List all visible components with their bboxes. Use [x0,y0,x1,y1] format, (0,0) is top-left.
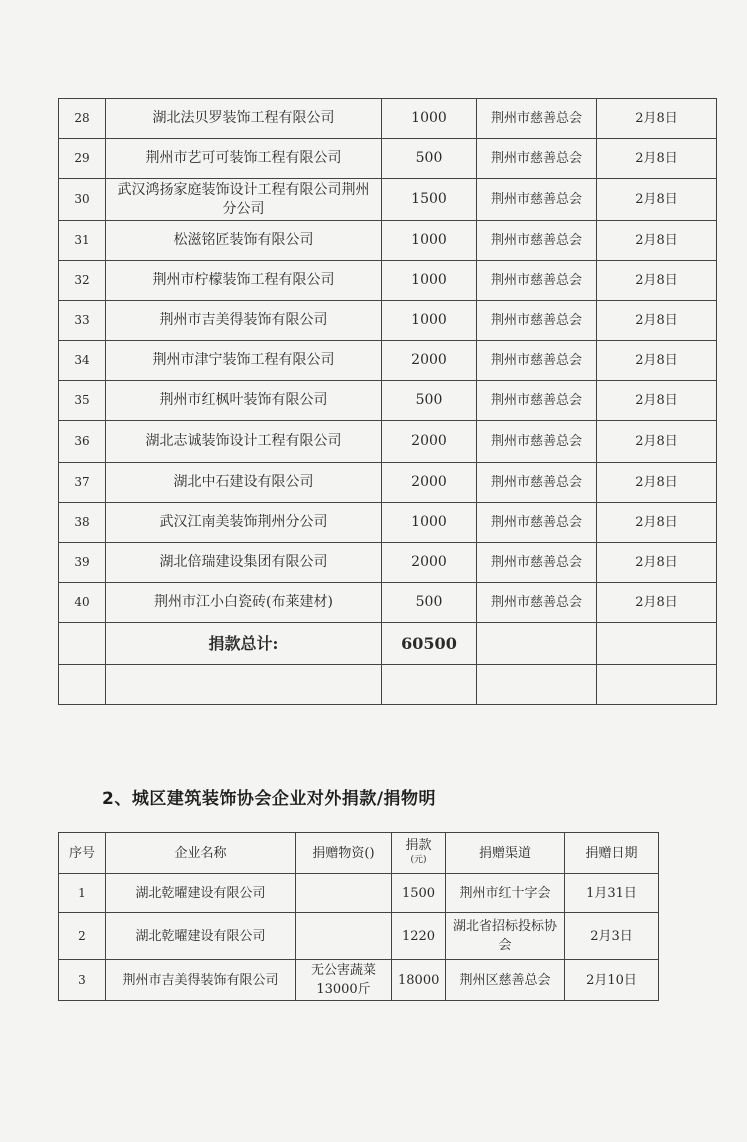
company-name: 湖北法贝罗装饰工程有限公司 [106,99,382,139]
donation-channel: 湖北省招标投标协会 [446,913,565,960]
table-row [59,99,717,139]
company-name: 湖北倍瑞建设集团有限公司 [106,543,382,583]
donation-channel: 荆州市慈善总会 [477,301,597,341]
table-row [59,261,717,301]
row-number: 33 [59,301,106,341]
row-number: 1 [59,874,106,913]
company-name: 荆州市红枫叶装饰有限公司 [106,381,382,421]
donation-channel: 荆州市慈善总会 [477,99,597,139]
total-label: 捐款总计: [106,623,382,665]
row-number: 32 [59,261,106,301]
table-row [59,421,717,463]
donation-amount: 2000 [382,543,477,583]
donated-goods [296,874,392,913]
table-row [59,139,717,179]
row-number: 2 [59,913,106,960]
donation-amount: 18000 [392,960,446,1001]
donation-channel: 荆州市慈善总会 [477,583,597,623]
row-number: 36 [59,421,106,463]
empty-cell [477,623,597,665]
donation-channel: 荆州市慈善总会 [477,139,597,179]
empty-cell [59,665,106,705]
row-number: 35 [59,381,106,421]
header-channel: 捐赠渠道 [446,833,565,874]
company-name: 荆州市吉美得装饰有限公司 [106,960,296,1001]
header-amount [392,833,446,874]
table-row [59,874,659,913]
table-row [59,463,717,503]
table-row [59,543,717,583]
row-number: 40 [59,583,106,623]
donation-date: 2月8日 [597,543,717,583]
empty-cell [597,623,717,665]
table-row [59,341,717,381]
row-number: 31 [59,221,106,261]
header-amount-unit: (元) [410,855,427,865]
table-row [59,301,717,341]
donation-date: 2月8日 [597,463,717,503]
empty-cell [477,665,597,705]
donation-channel: 荆州市慈善总会 [477,381,597,421]
donation-amount: 500 [382,139,477,179]
section-heading: 2、城区建筑装饰协会企业对外捐款/捐物明 [102,789,437,809]
table-header-row [59,833,659,874]
donated-goods [296,913,392,960]
donation-channel: 荆州市慈善总会 [477,463,597,503]
donation-channel: 荆州区慈善总会 [446,960,565,1001]
donation-date: 2月8日 [597,341,717,381]
company-name: 湖北中石建设有限公司 [106,463,382,503]
donation-channel: 荆州市慈善总会 [477,543,597,583]
row-number: 29 [59,139,106,179]
donated-goods: 无公害蔬菜13000斤 [296,960,392,1001]
company-name: 武汉鸿扬家庭装饰设计工程有限公司荆州分公司 [106,179,382,221]
donation-amount: 1000 [382,301,477,341]
donation-date: 2月8日 [597,381,717,421]
donation-date: 2月3日 [565,913,659,960]
table-row [59,913,659,960]
table-row [59,583,717,623]
donation-amount: 1000 [382,99,477,139]
company-name: 湖北乾曜建设有限公司 [106,874,296,913]
row-number: 38 [59,503,106,543]
donation-amount: 500 [382,381,477,421]
donation-date: 2月8日 [597,503,717,543]
donation-date: 1月31日 [565,874,659,913]
table-row [59,221,717,261]
donation-date: 2月8日 [597,179,717,221]
donation-date: 2月8日 [597,261,717,301]
donation-date: 2月10日 [565,960,659,1001]
donation-amount: 2000 [382,341,477,381]
row-number: 30 [59,179,106,221]
donation-channel: 荆州市慈善总会 [477,503,597,543]
donation-date: 2月8日 [597,139,717,179]
header-date: 捐赠日期 [565,833,659,874]
row-number: 34 [59,341,106,381]
company-name: 荆州市吉美得装饰有限公司 [106,301,382,341]
table-row [59,960,659,1001]
donation-channel: 荆州市慈善总会 [477,179,597,221]
donation-amount: 2000 [382,463,477,503]
donation-channel: 荆州市红十字会 [446,874,565,913]
header-company: 企业名称 [106,833,296,874]
donation-amount: 1220 [392,913,446,960]
header-number: 序号 [59,833,106,874]
donation-amount: 1000 [382,503,477,543]
external-donation-table [58,832,659,1001]
row-number: 37 [59,463,106,503]
donation-date: 2月8日 [597,221,717,261]
table-row [59,503,717,543]
donation-table [58,98,717,705]
donation-amount: 1500 [392,874,446,913]
donation-channel: 荆州市慈善总会 [477,261,597,301]
company-name: 荆州市津宁装饰工程有限公司 [106,341,382,381]
donation-amount: 500 [382,583,477,623]
donation-date: 2月8日 [597,583,717,623]
donation-channel: 荆州市慈善总会 [477,421,597,463]
donation-date: 2月8日 [597,421,717,463]
company-name: 荆州市江小白瓷砖(布莱建材) [106,583,382,623]
header-amount-label: 捐款 [405,838,432,853]
total-value: 60500 [382,623,477,665]
donation-amount: 1000 [382,221,477,261]
company-name: 湖北乾曜建设有限公司 [106,913,296,960]
donation-date: 2月8日 [597,301,717,341]
table-row [59,381,717,421]
donation-amount: 2000 [382,421,477,463]
company-name: 松滋铭匠装饰有限公司 [106,221,382,261]
donation-date: 2月8日 [597,99,717,139]
row-number: 39 [59,543,106,583]
company-name: 荆州市柠檬装饰工程有限公司 [106,261,382,301]
empty-row [59,665,717,705]
company-name: 湖北志诚装饰设计工程有限公司 [106,421,382,463]
donation-channel: 荆州市慈善总会 [477,221,597,261]
table-row [59,179,717,221]
header-goods: 捐赠物资() [296,833,392,874]
empty-cell [106,665,382,705]
company-name: 荆州市艺可可装饰工程有限公司 [106,139,382,179]
donation-amount: 1500 [382,179,477,221]
donation-amount: 1000 [382,261,477,301]
empty-cell [597,665,717,705]
row-number: 28 [59,99,106,139]
total-row [59,623,717,665]
row-number: 3 [59,960,106,1001]
empty-cell [382,665,477,705]
empty-cell [59,623,106,665]
donation-channel: 荆州市慈善总会 [477,341,597,381]
company-name: 武汉江南美装饰荆州分公司 [106,503,382,543]
